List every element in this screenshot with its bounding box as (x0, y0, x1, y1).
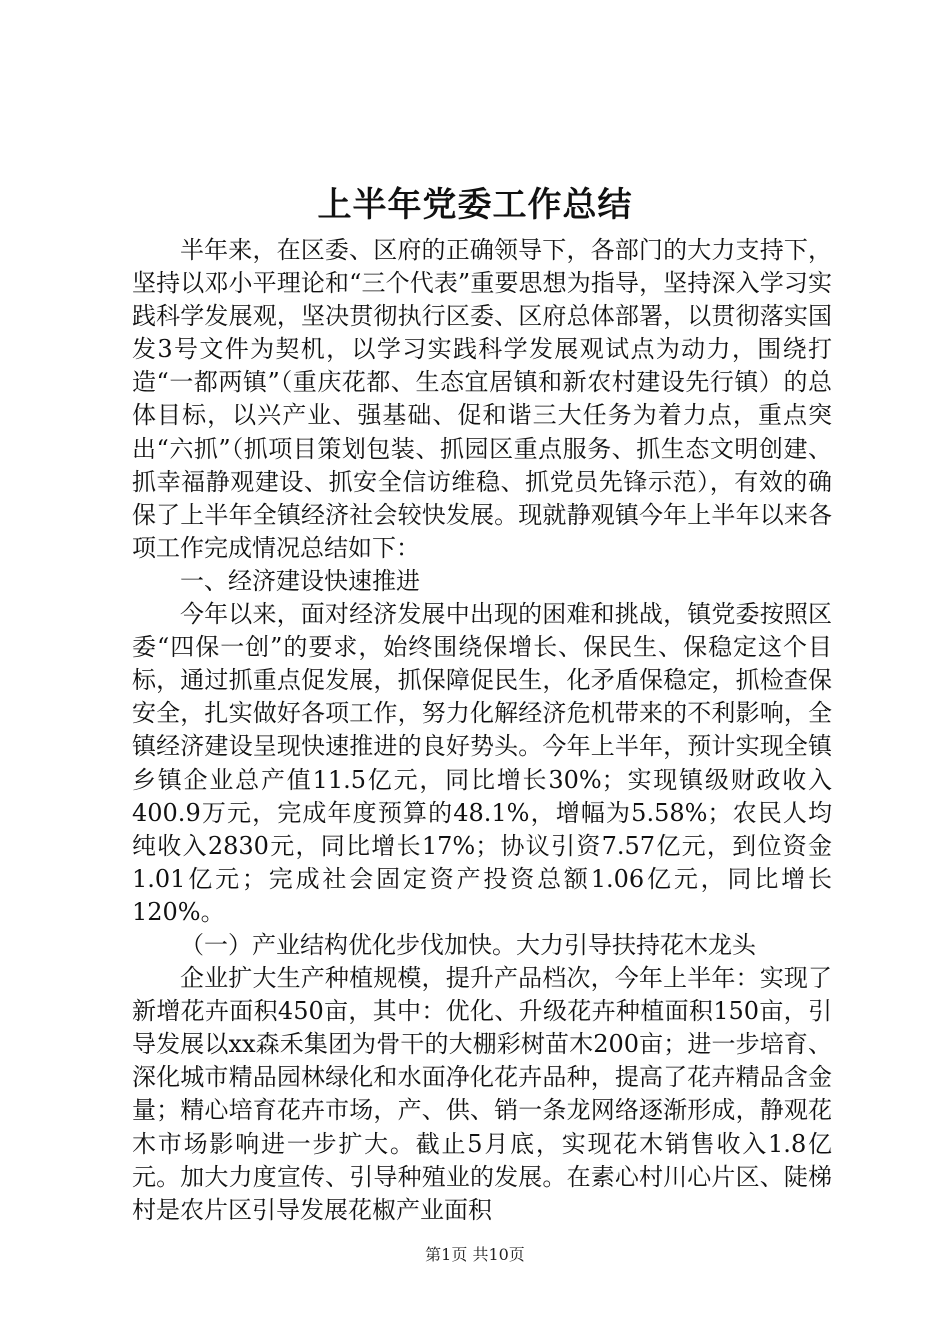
section-heading-economy: 一、经济建设快速推进 (180, 566, 420, 595)
page-footer: 第1页 共10页 (425, 1245, 525, 1264)
subsection-heading-industry: （一）产业结构优化步伐加快。大力引导扶持花木龙头 (180, 930, 756, 959)
industry-paragraph: 企业扩大生产种植规模，提升产品档次，今年上半年：实现了新增花卉面积450亩，其中：优化、升级花卉种植面积150亩，引导发展以xx森禾集团为骨干的大棚彩树苗木200亩；进一步培育、深化城市精品园林绿化和水面净化花卉品种，提高了花卉精品含金量；精心培育花卉市场，产、供、销一条龙网络逐渐形成，静观花木市场影响进一步扩大。截止5月底，实现花木销售收入1.8亿元。加大力度宣传、引导种殖业的发展。在素心村川心片区、陡梯村是农片区引导发展花椒产业面积 (132, 964, 832, 1224)
economy-paragraph: 今年以来，面对经济发展中出现的困难和挑战，镇党委按照区委“四保一创”的要求，始终围绕保增长、保民生、保稳定这个目标，通过抓重点促发展，抓保障促民生，化矛盾保稳定，抓检查保安全，扎实做好各项工作，努力化解经济危机带来的不利影响，全镇经济建设呈现快速推进的良好势头。今年上半年，预计实现全镇乡镇企业总产值11.5亿元，同比增长30%；实现镇级财政收入400.9万元，完成年度预算的48.1%，增幅为5.58%；农民人均纯收入2830元，同比增长17%；协议引资7.57亿元，到位资金1.01亿元；完成社会固定资产投资总额1.06亿元，同比增长120%。 (132, 600, 832, 926)
document-body (132, 234, 832, 1227)
intro-paragraph: 半年来，在区委、区府的正确领导下，各部门的大力支持下，坚持以邓小平理论和“三个代表”重要思想为指导，坚持深入学习实践科学发展观，坚决贯彻执行区委、区府总体部署，以贯彻落实国发3号文件为契机，以学习实践科学发展观试点为动力，围绕打造“一都两镇”（重庆花都、生态宜居镇和新农村建设先行镇）的总体目标，以兴产业、强基础、促和谐三大任务为着力点，重点突出“六抓”（抓项目策划包装、抓园区重点服务、抓生态文明创建、抓幸福静观建设、抓安全信访维稳、抓党员先锋示范），有效的确保了上半年全镇经济社会较快发展。现就静观镇今年上半年以来各项工作完成情况总结如下： (132, 236, 832, 562)
document-title: 上半年党委工作总结 (317, 185, 633, 225)
